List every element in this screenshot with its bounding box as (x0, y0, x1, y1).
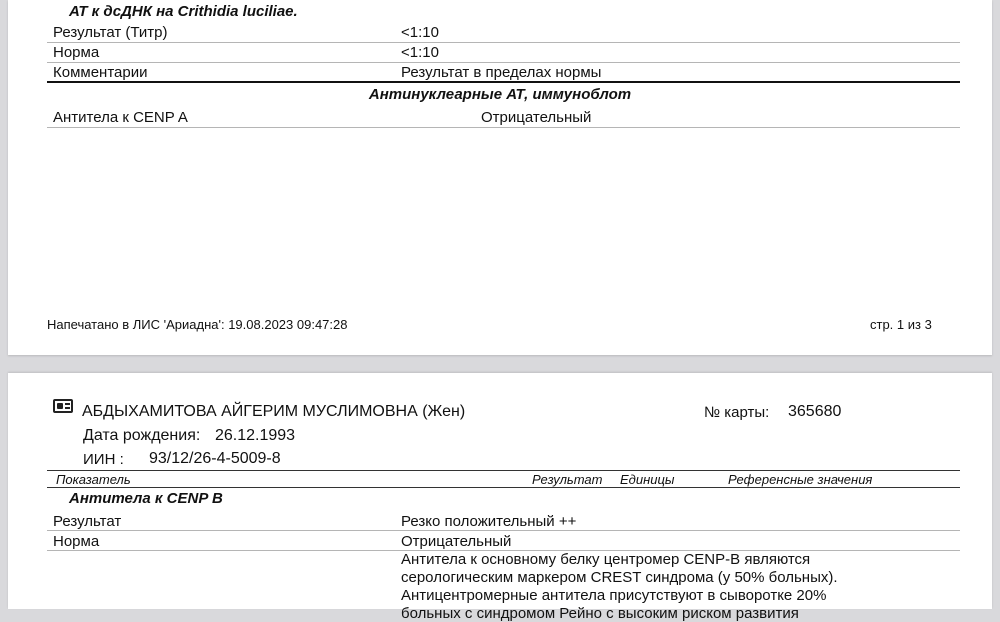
column-header-indicator: Показатель (56, 472, 131, 487)
comment-line: Антицентромерные антитела присутствуют в сыворотке 20% (401, 587, 827, 604)
header-divider-top (47, 470, 960, 471)
row-divider (47, 62, 960, 63)
column-header-result: Результат (532, 472, 603, 487)
patient-name: АБДЫХАМИТОВА АЙГЕРИМ МУСЛИМОВНА (Жен) (82, 403, 466, 420)
row-label: Норма (53, 44, 100, 61)
row-value: <1:10 (401, 44, 439, 61)
section-title-dsdna: АТ к дсДНК на Crithidia luciliae. (69, 3, 298, 20)
column-header-reference: Референсные значения (728, 472, 873, 487)
card-number: 365680 (788, 403, 842, 420)
row-value: Результат в пределах нормы (401, 64, 602, 81)
card-number-label: № карты: (704, 404, 770, 421)
header-divider-bottom (47, 487, 960, 488)
row-value: Отрицательный (481, 109, 592, 126)
report-page-1 (8, 0, 992, 355)
row-label: Норма (53, 533, 100, 550)
row-value: <1:10 (401, 24, 439, 41)
report-page-2 (8, 373, 992, 622)
section-title-immunoblot: Антинуклеарные АТ, иммуноблот (368, 86, 632, 103)
footer-printed: Напечатано в ЛИС 'Ариадна': 19.08.2023 09:47:28 (47, 317, 348, 332)
iin-label: ИИН : (83, 451, 124, 468)
column-header-units: Единицы (620, 472, 675, 487)
dob-label: Дата рождения: (83, 427, 201, 444)
row-value: Отрицательный (401, 533, 512, 550)
dob-value: 26.12.1993 (215, 427, 296, 444)
row-label: Результат (53, 513, 122, 530)
section-title-cenp-b: Антитела к CENP B (69, 490, 223, 507)
row-label: Комментарии (53, 64, 148, 81)
id-card-icon (53, 399, 73, 413)
row-divider (47, 42, 960, 43)
row-divider (47, 530, 960, 531)
section-divider (47, 81, 960, 83)
footer-page-number: стр. 1 из 3 (870, 317, 932, 332)
row-label: Антитела к CENP A (53, 109, 188, 126)
comment-line: Антитела к основному белку центромер CENP-B являются (401, 551, 811, 568)
row-value: Резко положительный ++ (401, 513, 577, 530)
row-label: Результат (Титр) (53, 24, 168, 41)
comment-line: больных с синдромом Рейно с высоким риском развития (401, 605, 799, 622)
iin-value: 93/12/26-4-5009-8 (149, 450, 281, 467)
row-divider (47, 127, 960, 128)
comment-line: серологическим маркером CREST синдрома (у 50% больных). (401, 569, 838, 586)
